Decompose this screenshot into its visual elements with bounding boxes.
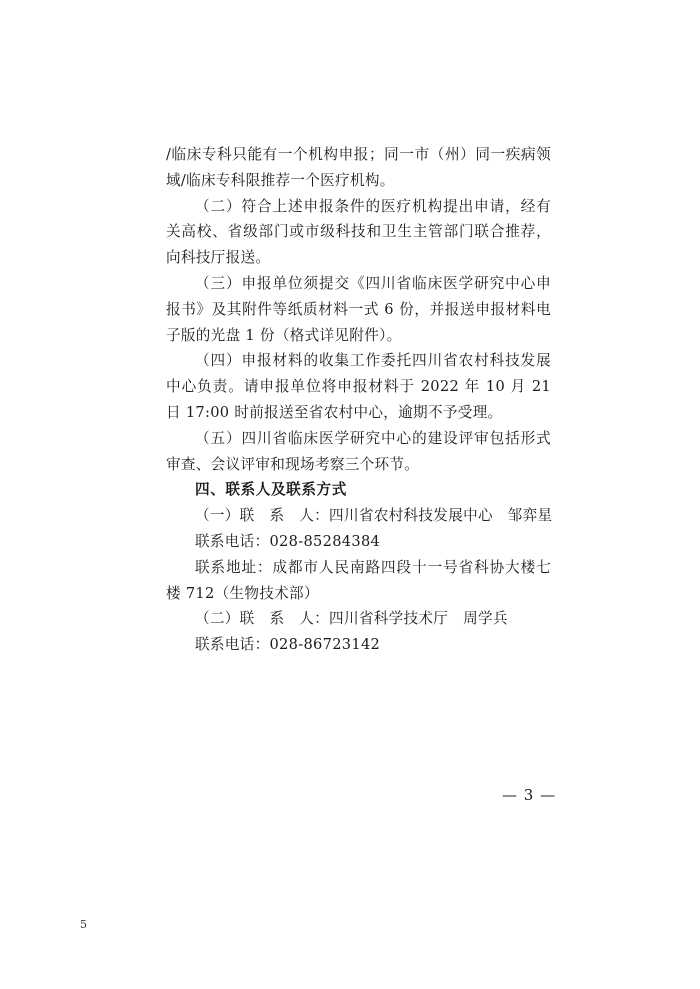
contact-person-2: （二）联 系 人：四川省科学技术厅 周学兵 xyxy=(195,610,508,628)
paragraph-item-3: （三）申报单位须提交《四川省临床医学研究中心申报书》及其附件等纸质材料一式 6 份，并报送申报材料电子版的光盘 1 份（格式详见附件）。 xyxy=(166,274,551,344)
document-body xyxy=(166,142,551,658)
contact-phone-1: 联系电话：028-85284384 xyxy=(195,532,381,550)
contact-person-1: （一）联 系 人：四川省农村科技发展中心 邹弈星 xyxy=(195,507,553,525)
page-number: — 3 — xyxy=(502,786,557,804)
paragraph-item-4: （四）申报材料的收集工作委托四川省农村科技发展中心负责。请申报单位将申报材料于 2022 年 10 月 21 日 17:00 时前报送至省农村中心，逾期不予受理。 xyxy=(166,352,551,421)
paragraph-continuation: /临床专科只能有一个机构申报；同一市（州）同一疾病领域/临床专科限推荐一个医疗机构。 xyxy=(166,146,551,189)
scan-page-index: 5 xyxy=(80,918,87,931)
section-heading: 四、联系人及联系方式 xyxy=(195,481,347,499)
paragraph-item-2: （二）符合上述申报条件的医疗机构提出申请，经有关高校、省级部门或市级科技和卫生主管部门联合推荐，向科技厅报送。 xyxy=(166,197,551,267)
contact-phone-2: 联系电话：028-86723142 xyxy=(195,636,381,654)
paragraph-item-5: （五）四川省临床医学研究中心的建设评审包括形式审查、会议评审和现场考察三个环节。 xyxy=(166,429,551,473)
contact-address-1: 联系地址：成都市人民南路四段十一号省科协大楼七楼 712（生物技术部） xyxy=(166,558,551,602)
